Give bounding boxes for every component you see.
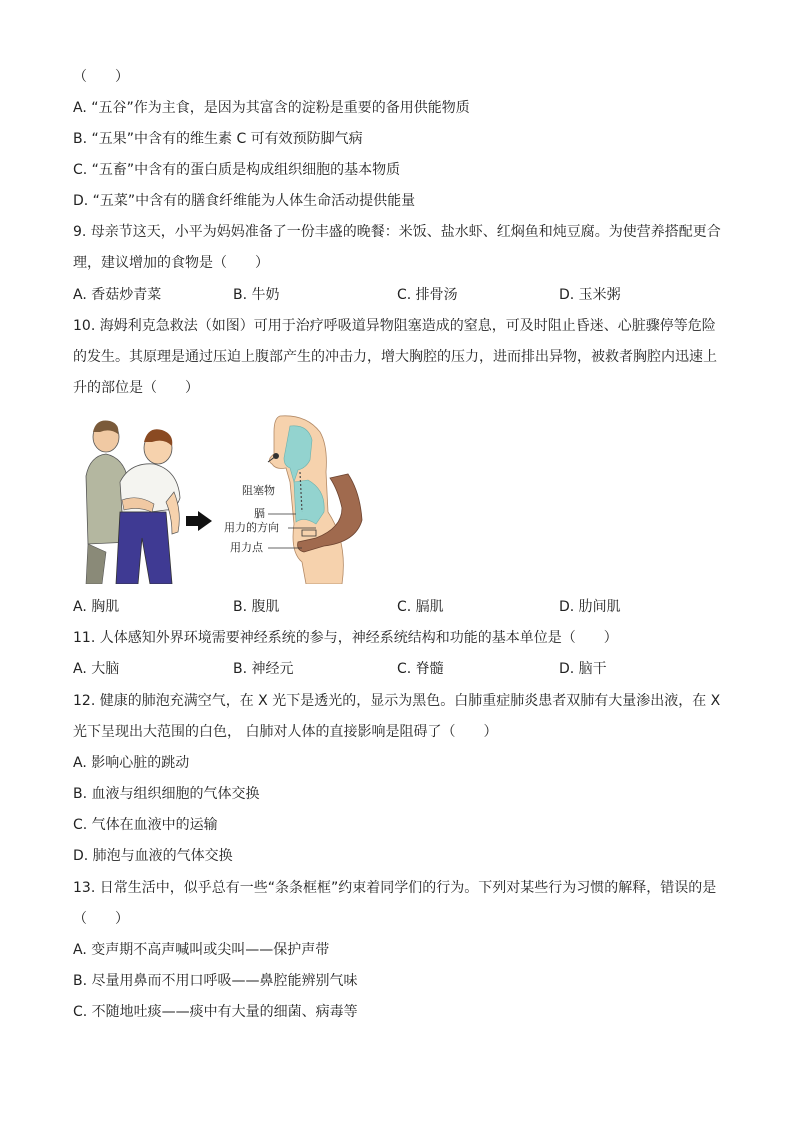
question-9-option-b: B. 牛奶 [233,287,280,303]
cross-section-body-drawing [268,416,362,584]
question-8-option-d: D. “五菜”中含有的膳食纤维能为人体生命活动提供能量 [73,193,416,209]
question-9-option-a: A. 香菇炒青菜 [73,287,162,303]
question-10-stem-line-1: 10. 海姆利克急救法（如图）可用于治疗呼吸道异物阻塞造成的窒息，可及时阻止昏迷、心脏骤停等危险 [73,318,716,334]
question-10-option-c: C. 膈肌 [397,599,444,615]
question-13-stem: 13. 日常生活中，似乎总有一些“条条框框”约束着同学们的行为。下列对某些行为习惯的解释，错误的是 [73,880,717,896]
patient-person-drawing [116,429,180,584]
question-8-option-a: A. “五谷”作为主食，是因为其富含的淀粉是重要的备用供能物质 [73,100,470,116]
question-8-answer-bracket: （ ） [73,69,129,85]
label-diaphragm: 膈 [254,507,265,520]
heimlich-maneuver-figure [80,412,370,584]
question-8-option-b: B. “五果”中含有的维生素 C 可有效预防脚气病 [73,131,363,147]
question-11-option-d: D. 脑干 [559,661,607,677]
question-9-option-c: C. 排骨汤 [397,287,458,303]
label-obstruction: 阻塞物 [242,484,275,497]
question-10-stem-line-2: 的发生。其原理是通过压迫上腹部产生的冲击力，增大胸腔的压力，进而排出异物，被救者胸腔内迅速上 [73,349,717,365]
question-11-stem: 11. 人体感知外界环境需要神经系统的参与，神经系统结构和功能的基本单位是（ ） [73,630,618,646]
question-12-stem-line-1: 12. 健康的肺泡充满空气，在 X 光下是透光的，显示为黑色。白肺重症肺炎患者双肺有大量渗出液，在 X [73,693,721,709]
question-10-options [73,597,713,617]
question-10-stem-line-3: 升的部位是（ ） [73,380,199,396]
question-11-options [73,659,713,679]
question-11-option-b: B. 神经元 [233,661,294,677]
question-11-option-c: C. 脊髓 [397,661,444,677]
question-10-option-a: A. 胸肌 [73,599,120,615]
heimlich-illustration [80,412,370,584]
question-11-option-a: A. 大脑 [73,661,120,677]
label-force-direction: 用力的方向 [224,521,279,534]
question-12-option-d: D. 肺泡与血液的气体交换 [73,848,233,864]
question-12-option-c: C. 气体在血液中的运输 [73,817,218,833]
question-10-option-b: B. 腹肌 [233,599,280,615]
question-13-option-a: A. 变声期不高声喊叫或尖叫——保护声带 [73,942,330,958]
question-10-option-d: D. 肋间肌 [559,599,621,615]
question-13-answer-bracket: （ ） [73,911,129,927]
right-arrow-icon [186,511,212,531]
question-9-option-d: D. 玉米粥 [559,287,621,303]
question-13-option-b: B. 尽量用鼻而不用口呼吸——鼻腔能辨别气味 [73,973,358,989]
question-12-option-a: A. 影响心脏的跳动 [73,755,190,771]
question-13-option-c: C. 不随地吐痰——痰中有大量的细菌、病毒等 [73,1004,358,1020]
label-force-point: 用力点 [230,541,263,554]
question-8-option-c: C. “五畜”中含有的蛋白质是构成组织细胞的基本物质 [73,162,401,178]
question-9-options [73,285,713,305]
question-9-stem-line-1: 9. 母亲节这天，小平为妈妈准备了一份丰盛的晚餐：米饭、盐水虾、红焖鱼和炖豆腐。为使营养搭配更合 [73,224,721,240]
question-9-stem-line-2: 理，建议增加的食物是（ ） [73,255,269,271]
question-12-option-b: B. 血液与组织细胞的气体交换 [73,786,260,802]
question-12-stem-line-2: 光下呈现出大范围的白色， 白肺对人体的直接影响是阻碍了（ ） [73,724,498,740]
